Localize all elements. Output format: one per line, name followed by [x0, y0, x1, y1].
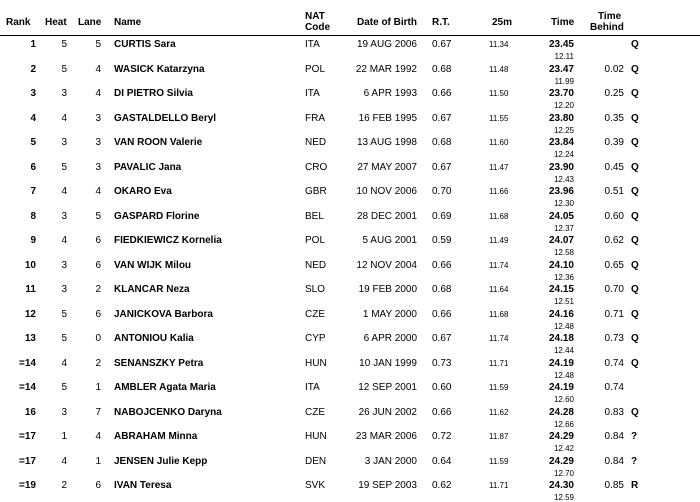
reaction-time-cell: 0.60 — [432, 382, 452, 393]
second-split-cell: 12.70 — [553, 468, 574, 478]
swimmer-name-cell: SENANSZKY Petra — [114, 357, 204, 369]
time-behind-cell: 0.85 — [604, 480, 624, 491]
rank-cell: =14 — [19, 382, 36, 393]
qualification-mark: Q — [631, 137, 639, 148]
second-split-cell: 12.48 — [553, 321, 574, 331]
time-behind-cell: 0.84 — [604, 431, 624, 442]
date-of-birth-cell: 16 FEB 1995 — [358, 112, 417, 124]
split-25m-cell: 11.47 — [489, 162, 509, 172]
table-row — [0, 404, 700, 429]
nat-code-cell: NED — [305, 259, 327, 271]
time-behind-cell: 0.39 — [604, 137, 624, 148]
date-of-birth-cell: 3 JAN 2000 — [364, 455, 417, 467]
rank-cell: =19 — [19, 480, 36, 491]
swimmer-name-cell: CURTIS Sara — [114, 39, 176, 50]
reaction-time-cell: 0.69 — [432, 210, 452, 222]
heat-cell: 4 — [61, 235, 67, 246]
date-of-birth-cell: 22 MAR 1992 — [355, 63, 417, 75]
swimmer-name-cell: PAVALIC Jana — [114, 161, 182, 173]
table-row — [0, 428, 700, 453]
lane-cell: 3 — [95, 161, 101, 173]
rank-cell: =17 — [19, 431, 36, 442]
split-25m-cell: 11.66 — [489, 187, 509, 196]
header-nat-line1: NAT — [305, 11, 325, 22]
rank-cell: 11 — [25, 284, 36, 295]
reaction-time-cell: 0.68 — [432, 63, 452, 75]
nat-code-cell: HUN — [305, 431, 327, 442]
final-time-cell: 24.18 — [548, 333, 574, 344]
nat-code-cell: POL — [305, 63, 326, 75]
swimmer-name-cell: DI PIETRO Silvia — [114, 88, 193, 99]
time-behind-cell: 0.45 — [604, 161, 624, 173]
final-time-cell: 23.45 — [548, 39, 574, 50]
rank-cell: 6 — [30, 161, 36, 173]
second-split-cell: 12.25 — [553, 125, 574, 135]
rank-cell: 12 — [24, 308, 36, 320]
reaction-time-cell: 0.73 — [432, 357, 452, 369]
table-row — [0, 355, 700, 380]
heat-cell: 4 — [61, 357, 67, 369]
time-behind-cell: 0.70 — [604, 284, 624, 295]
split-25m-cell: 11.74 — [489, 260, 509, 270]
reaction-time-cell: 0.67 — [432, 333, 452, 344]
qualification-mark: Q — [631, 161, 639, 173]
nat-code-cell: CZE — [305, 406, 325, 418]
header-nat-line2: Code — [305, 22, 330, 33]
nat-code-cell: NED — [305, 137, 327, 148]
rank-cell: 7 — [30, 186, 36, 197]
swimmer-name-cell: FIEDKIEWICZ Kornelia — [114, 235, 222, 246]
lane-cell: 3 — [95, 137, 101, 148]
split-25m-cell: 11.74 — [489, 334, 509, 343]
split-25m-cell: 11.34 — [489, 40, 509, 49]
final-time-cell: 24.29 — [548, 431, 574, 442]
time-behind-cell: 0.84 — [604, 455, 624, 467]
qualification-mark: ? — [631, 431, 638, 442]
reaction-time-cell: 0.66 — [432, 259, 452, 271]
lane-cell: 6 — [95, 308, 101, 320]
swimmer-name-cell: ABRAHAM Minna — [114, 431, 198, 442]
table-row — [0, 85, 700, 110]
final-time-cell: 23.70 — [548, 88, 574, 99]
table-row — [0, 232, 700, 257]
results-header — [0, 0, 700, 36]
table-row — [0, 379, 700, 404]
nat-code-cell: BEL — [305, 210, 324, 222]
lane-cell: 0 — [95, 333, 101, 344]
qualification-mark: Q — [631, 235, 639, 246]
reaction-time-cell: 0.67 — [432, 39, 452, 50]
lane-cell: 2 — [95, 284, 101, 295]
second-split-cell: 12.30 — [553, 199, 574, 208]
table-row — [0, 306, 700, 331]
qualification-mark: Q — [631, 284, 639, 295]
swimmer-name-cell: AMBLER Agata Maria — [114, 382, 216, 393]
final-time-cell: 24.19 — [548, 357, 574, 369]
rank-cell: 3 — [30, 88, 36, 99]
heat-cell: 4 — [61, 186, 67, 197]
nat-code-cell: DEN — [305, 455, 327, 467]
final-time-cell: 24.19 — [548, 382, 574, 393]
second-split-cell: 11.99 — [554, 76, 574, 86]
split-25m-cell: 11.50 — [489, 89, 509, 98]
reaction-time-cell: 0.72 — [432, 431, 452, 442]
lane-cell: 5 — [95, 210, 101, 222]
reaction-time-cell: 0.67 — [432, 161, 452, 173]
table-row — [0, 281, 700, 306]
table-row — [0, 110, 700, 135]
reaction-time-cell: 0.66 — [432, 406, 452, 418]
split-25m-cell: 11.48 — [489, 64, 509, 74]
header-reaction-time: R.T. — [432, 17, 450, 28]
date-of-birth-cell: 26 JUN 2002 — [358, 406, 417, 418]
nat-code-cell: HUN — [305, 357, 327, 369]
nat-code-cell: SLO — [305, 284, 326, 295]
second-split-cell: 12.44 — [553, 346, 574, 355]
second-split-cell: 12.36 — [553, 272, 574, 282]
lane-cell: 7 — [95, 406, 101, 418]
reaction-time-cell: 0.66 — [432, 308, 452, 320]
nat-code-cell: POL — [305, 235, 326, 246]
time-behind-cell: 0.83 — [604, 406, 624, 418]
lane-cell: 6 — [95, 259, 101, 271]
final-time-cell: 24.29 — [548, 455, 574, 467]
rank-cell: 8 — [30, 210, 36, 222]
nat-code-cell: SVK — [305, 480, 326, 491]
time-behind-cell: 0.25 — [604, 88, 624, 99]
heat-cell: 5 — [61, 63, 67, 75]
header-behind-line1: Time — [598, 11, 622, 22]
reaction-time-cell: 0.59 — [432, 235, 452, 246]
time-behind-cell: 0.51 — [604, 186, 624, 197]
heat-cell: 1 — [61, 431, 67, 442]
swimmer-name-cell: NABOJCENKO Daryna — [114, 406, 222, 418]
second-split-cell: 12.59 — [553, 493, 574, 502]
time-behind-cell: 0.62 — [604, 235, 624, 246]
swimmer-name-cell: WASICK Katarzyna — [114, 63, 205, 75]
heat-cell: 3 — [61, 88, 67, 99]
rank-cell: 16 — [24, 406, 36, 418]
second-split-cell: 12.43 — [553, 174, 574, 184]
qualification-mark: Q — [631, 210, 639, 222]
table-row — [0, 159, 700, 184]
split-25m-cell: 11.60 — [489, 138, 509, 147]
heat-cell: 4 — [61, 455, 67, 467]
table-row — [0, 183, 700, 208]
split-25m-cell: 11.87 — [489, 432, 509, 441]
final-time-cell: 23.96 — [548, 186, 574, 197]
split-25m-cell: 11.59 — [489, 456, 509, 466]
lane-cell: 3 — [95, 112, 101, 124]
rank-cell: 1 — [30, 39, 36, 50]
rank-cell: 9 — [30, 235, 36, 246]
final-time-cell: 24.16 — [548, 308, 574, 320]
reaction-time-cell: 0.64 — [432, 455, 452, 467]
nat-code-cell: CRO — [305, 161, 328, 173]
header-rank: Rank — [6, 17, 31, 28]
heat-cell: 3 — [61, 406, 67, 418]
final-time-cell: 23.47 — [548, 63, 574, 75]
second-split-cell: 12.11 — [554, 52, 574, 61]
time-behind-cell: 0.60 — [604, 210, 624, 222]
split-25m-cell: 11.62 — [489, 407, 509, 417]
qualification-mark: Q — [631, 308, 639, 320]
header-behind-line2: Behind — [590, 22, 624, 33]
date-of-birth-cell: 19 AUG 2006 — [356, 39, 417, 50]
lane-cell: 1 — [95, 455, 101, 467]
qualification-mark: Q — [631, 259, 639, 271]
swimmer-name-cell: VAN WIJK Milou — [114, 259, 192, 271]
rank-cell: 13 — [24, 333, 36, 344]
date-of-birth-cell: 27 MAY 2007 — [357, 161, 417, 173]
split-25m-cell: 11.68 — [489, 309, 509, 319]
second-split-cell: 12.37 — [553, 223, 574, 233]
lane-cell: 4 — [95, 431, 101, 442]
split-25m-cell: 11.71 — [489, 481, 509, 490]
qualification-mark: ? — [631, 455, 638, 467]
final-time-cell: 24.07 — [548, 235, 574, 246]
qualification-mark: Q — [631, 112, 639, 124]
second-split-cell: 12.58 — [553, 248, 574, 257]
nat-code-cell: ITA — [305, 88, 320, 99]
nat-code-cell: FRA — [305, 112, 325, 124]
final-time-cell: 23.84 — [548, 137, 574, 148]
time-behind-cell: 0.74 — [604, 357, 624, 369]
date-of-birth-cell: 19 SEP 2003 — [358, 480, 417, 491]
reaction-time-cell: 0.67 — [432, 112, 452, 124]
table-row — [0, 477, 700, 502]
date-of-birth-cell: 28 DEC 2001 — [356, 210, 417, 222]
final-time-cell: 24.28 — [548, 406, 574, 418]
split-25m-cell: 11.55 — [489, 113, 509, 123]
rank-cell: 4 — [30, 112, 36, 124]
lane-cell: 5 — [95, 39, 101, 50]
date-of-birth-cell: 13 AUG 1998 — [356, 137, 417, 148]
heat-cell: 5 — [61, 382, 67, 393]
heat-cell: 4 — [61, 112, 67, 124]
table-row — [0, 61, 700, 86]
swimmer-name-cell: JANICKOVA Barbora — [114, 308, 213, 320]
heat-cell: 5 — [61, 333, 67, 344]
heat-cell: 5 — [61, 308, 67, 320]
swimmer-name-cell: GASTALDELLO Beryl — [114, 112, 217, 124]
split-25m-cell: 11.64 — [489, 285, 509, 294]
lane-cell: 4 — [95, 186, 101, 197]
lane-cell: 4 — [95, 63, 101, 75]
date-of-birth-cell: 1 MAY 2000 — [362, 308, 417, 320]
lane-cell: 6 — [95, 235, 101, 246]
table-row — [0, 330, 700, 355]
time-behind-cell: 0.74 — [604, 382, 624, 393]
time-behind-cell: 0.71 — [604, 308, 624, 320]
lane-cell: 2 — [95, 357, 101, 369]
split-25m-cell: 11.59 — [489, 383, 509, 392]
final-time-cell: 23.90 — [548, 161, 574, 173]
swimmer-name-cell: IVAN Teresa — [114, 480, 172, 491]
header-name: Name — [114, 17, 142, 28]
nat-code-cell: ITA — [305, 382, 320, 393]
rank-cell: =14 — [19, 357, 36, 369]
second-split-cell: 12.66 — [553, 419, 574, 429]
qualification-mark: Q — [631, 63, 639, 75]
split-25m-cell: 11.49 — [489, 236, 509, 245]
nat-code-cell: CZE — [305, 308, 325, 320]
results-table — [0, 36, 700, 502]
rank-cell: =17 — [19, 455, 36, 467]
second-split-cell: 12.48 — [553, 370, 574, 380]
swimmer-name-cell: VAN ROON Valerie — [114, 137, 203, 148]
date-of-birth-cell: 23 MAR 2006 — [355, 431, 417, 442]
table-row — [0, 208, 700, 233]
final-time-cell: 24.10 — [548, 259, 574, 271]
table-row — [0, 453, 700, 478]
swimmer-name-cell: ANTONIOU Kalia — [114, 333, 194, 344]
swimmer-name-cell: GASPARD Florine — [114, 210, 200, 222]
qualification-mark: Q — [631, 186, 639, 197]
swimmer-name-cell: JENSEN Julie Kepp — [114, 455, 208, 467]
qualification-mark: Q — [631, 406, 639, 418]
qualification-mark: Q — [631, 333, 639, 344]
split-25m-cell: 11.71 — [489, 358, 509, 368]
qualification-mark: Q — [631, 357, 639, 369]
heat-cell: 5 — [61, 39, 67, 50]
reaction-time-cell: 0.62 — [432, 480, 452, 491]
reaction-time-cell: 0.68 — [432, 137, 452, 148]
table-row — [0, 257, 700, 282]
reaction-time-cell: 0.68 — [432, 284, 452, 295]
second-split-cell: 12.24 — [553, 150, 574, 159]
split-25m-cell: 11.68 — [489, 211, 509, 221]
rank-cell: 5 — [30, 137, 36, 148]
heat-cell: 3 — [61, 210, 67, 222]
rank-cell: 2 — [30, 63, 36, 75]
time-behind-cell: 0.35 — [604, 112, 624, 124]
heat-cell: 3 — [61, 284, 67, 295]
heat-cell: 5 — [61, 161, 67, 173]
date-of-birth-cell: 6 APR 1993 — [363, 88, 417, 99]
second-split-cell: 12.42 — [553, 444, 574, 453]
date-of-birth-cell: 19 FEB 2000 — [358, 284, 417, 295]
swimmer-name-cell: OKARO Eva — [114, 186, 172, 197]
heat-cell: 3 — [61, 137, 67, 148]
header-split-25m: 25m — [492, 17, 513, 28]
qualification-mark: Q — [631, 39, 639, 50]
final-time-cell: 23.80 — [548, 112, 574, 124]
table-row — [0, 134, 700, 159]
date-of-birth-cell: 12 SEP 2001 — [358, 382, 417, 393]
reaction-time-cell: 0.70 — [432, 186, 452, 197]
time-behind-cell: 0.02 — [604, 63, 624, 75]
final-time-cell: 24.30 — [548, 480, 574, 491]
nat-code-cell: CYP — [305, 333, 326, 344]
nat-code-cell: ITA — [305, 39, 320, 50]
time-behind-cell: 0.73 — [604, 333, 624, 344]
rank-cell: 10 — [24, 259, 36, 271]
second-split-cell: 12.60 — [553, 395, 574, 404]
nat-code-cell: GBR — [305, 186, 327, 197]
date-of-birth-cell: 10 NOV 2006 — [356, 186, 417, 197]
date-of-birth-cell: 5 AUG 2001 — [362, 235, 417, 246]
lane-cell: 1 — [95, 382, 101, 393]
qualification-mark: R — [631, 480, 639, 491]
lane-cell: 4 — [95, 88, 101, 99]
final-time-cell: 24.15 — [548, 284, 574, 295]
header-date-of-birth: Date of Birth — [357, 17, 417, 28]
final-time-cell: 24.05 — [548, 210, 574, 222]
date-of-birth-cell: 12 NOV 2004 — [356, 259, 417, 271]
time-behind-cell: 0.65 — [604, 259, 624, 271]
heat-cell: 3 — [61, 259, 67, 271]
header-lane: Lane — [78, 17, 102, 28]
swimmer-name-cell: KLANCAR Neza — [114, 284, 190, 295]
second-split-cell: 12.51 — [553, 297, 574, 306]
reaction-time-cell: 0.66 — [432, 88, 452, 99]
table-row — [0, 36, 700, 61]
heat-cell: 2 — [61, 480, 67, 491]
date-of-birth-cell: 6 APR 2000 — [363, 333, 417, 344]
header-heat: Heat — [45, 17, 67, 28]
second-split-cell: 12.20 — [553, 101, 574, 110]
lane-cell: 6 — [95, 480, 101, 491]
date-of-birth-cell: 10 JAN 1999 — [359, 357, 417, 369]
qualification-mark: Q — [631, 88, 639, 99]
header-time: Time — [551, 17, 575, 28]
